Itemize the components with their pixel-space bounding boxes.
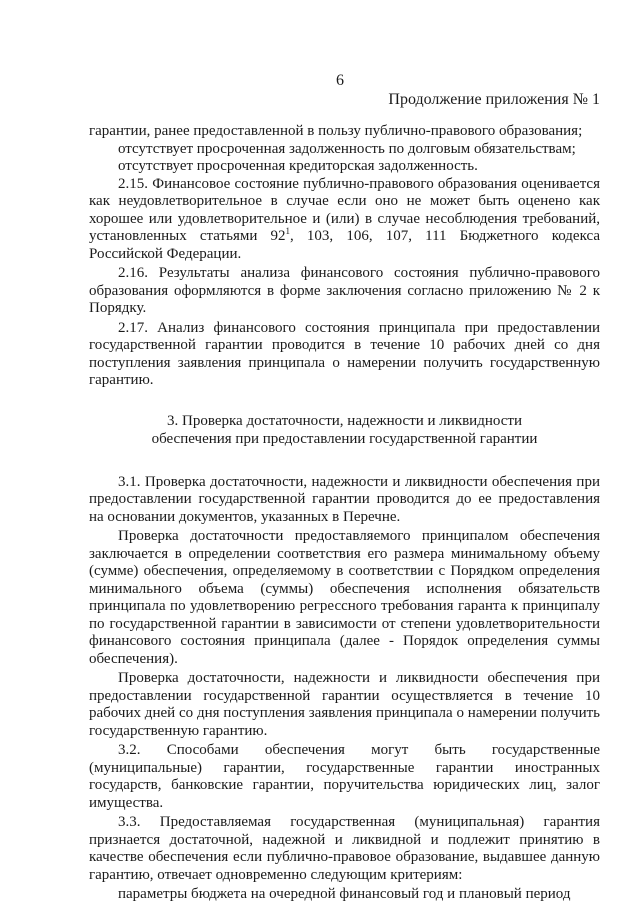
line-debt-obligations: отсутствует просроченная задолженность по долговым обязательствам; <box>118 140 576 157</box>
line-guarantee: гарантии, ранее предоставленной в пользу публично-правового образования; <box>89 123 583 139</box>
paragraph-3-1-term: Проверка достаточности, надежности и ликвидности обеспечения при предоставлении государственной гарантии осуществляется в течение 10 рабочих дней со дня поступления заявления принципала о намерении получить государственную гарантию. <box>89 670 600 739</box>
paragraph-3-1-check: Проверка достаточности предоставляемого принципалом обеспечения заключается в определении соответствия его размера минимальному объему (сумме) обеспечения, определяемому в соответствии с Порядком определения минимального объема (суммы) обеспечения исполнения обязательств принципала по удовлетворению регрессного требования гаранта к принципалу по государственной гарантии в зависимости от степени удовлетворительности финансового состояния принципала (далее - Порядок определения суммы обеспечения). <box>89 528 600 667</box>
paragraph-3-3-criterion: параметры бюджета на очередной финансовый год и плановый период <box>118 886 571 902</box>
paragraph-3-3: 3.3. Предоставляемая государственная (муниципальная) гарантия признается достаточной, надежной и ликвидной и подлежит принятию в качестве обеспечения если публично-правовое образование, выдавшее данную гарантию, отвечает одновременно следующим критериям: <box>89 814 600 883</box>
section-3-title-line-1: 3. Проверка достаточности, надежности и ликвидности <box>167 412 522 429</box>
paragraph-3-1: 3.1. Проверка достаточности, надежности и ликвидности обеспечения при предоставлении государственной гарантии проводится до ее предоставления на основании документов, указанных в Перечне. <box>89 473 600 525</box>
line-creditor-debt: отсутствует просроченная кредиторская задолженность. <box>118 158 478 174</box>
appendix-continuation: Продолжение приложения № 1 <box>388 91 600 108</box>
paragraph-2-15-b: , 103, 106, 107, 111 Бюджетного кодекса Российской Федерации. <box>89 228 600 262</box>
page-number: 6 <box>336 72 344 89</box>
paragraph-2-15 <box>89 176 600 264</box>
document-body <box>89 123 600 904</box>
article-superscript: 1 <box>285 226 291 236</box>
paragraph-2-17: 2.17. Анализ финансового состояния принципала при предоставлении государственной гарантии проводится в течение 10 рабочих дней со дня поступления заявления принципала о намерении получить государственную гарантию. <box>89 319 600 388</box>
paragraph-2-16: 2.16. Результаты анализа финансового состояния публично-правового образования оформляются в форме заключения согласно приложению № 2 к Порядку. <box>89 265 600 316</box>
paragraph-3-2: 3.2. Способами обеспечения могут быть государственные (муниципальные) гарантии, государственные гарантии иностранных государств, банковские гарантии, поручительства юридических лиц, залог имущества. <box>89 742 600 811</box>
section-3-title-line-2: обеспечения при предоставлении государственной гарантии <box>151 430 538 447</box>
paragraph-2-15-a: 2.15. Финансовое состояние публично-правового образования оценивается как неудовлетворительное в случае если оно не может быть оценено как хорошее или удовлетворительное и (или) в случае несоблюдения требований, установленных статьями 92 <box>89 175 600 244</box>
section-3-title <box>89 412 600 448</box>
